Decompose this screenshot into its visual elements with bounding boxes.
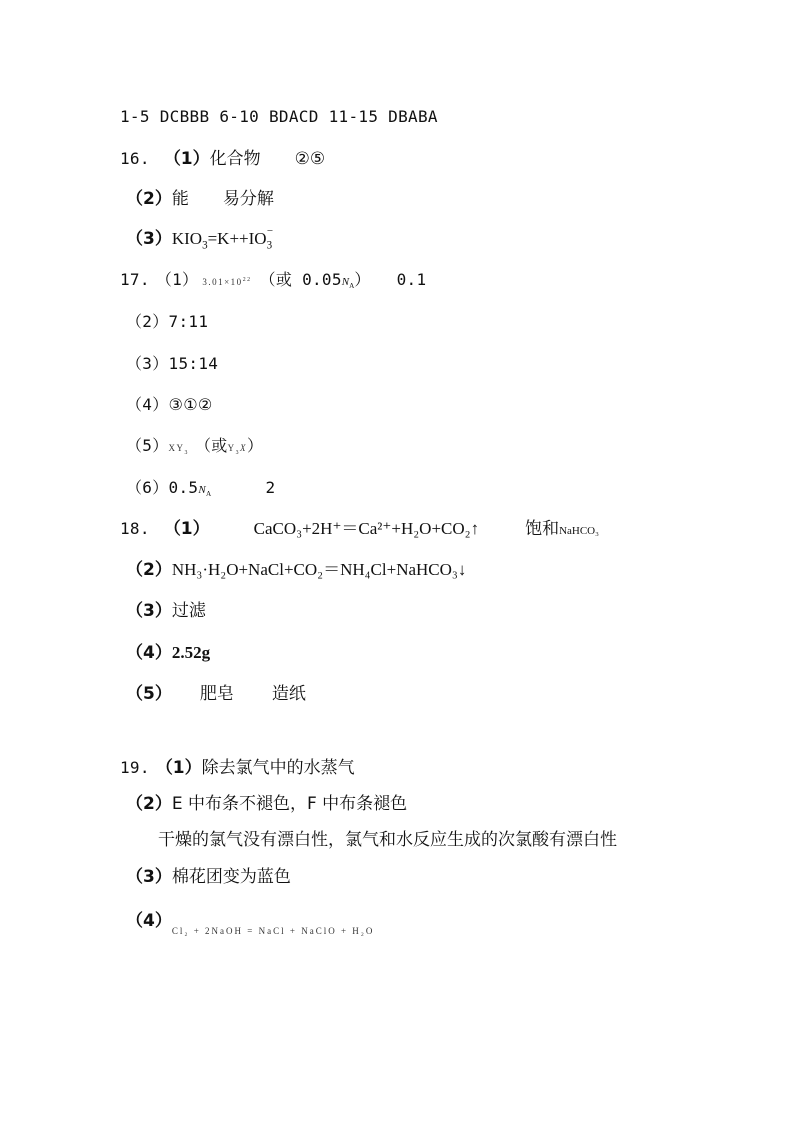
answer: $XY_3$ <box>168 443 189 456</box>
question-number: 18. <box>120 519 150 538</box>
part-label: （3） <box>126 229 172 249</box>
question-number: 17. <box>120 270 150 289</box>
answer: ②⑤ <box>294 149 326 169</box>
part-label: （2） <box>126 189 172 209</box>
equation: Cl₂ + 2NaOH = NaCl + NaClO + H₂O <box>171 926 375 936</box>
part-label: （4） <box>126 643 172 663</box>
part-label: （5） <box>126 436 169 455</box>
answer: 0.1 <box>396 270 427 289</box>
avogadro-constant: $N_A$ <box>341 276 355 291</box>
answer: ③①② <box>168 395 213 414</box>
part-label: （2） <box>126 560 172 580</box>
answer: 造纸 <box>271 684 306 704</box>
part-label: （2） <box>126 312 169 331</box>
q19-part2 <box>126 794 407 814</box>
answer: 2.52g <box>171 643 211 662</box>
equation: $KIO_3=K++IO_3$ − <box>171 225 274 252</box>
answer: 0.5 <box>168 478 199 497</box>
part-label: （4） <box>126 911 172 931</box>
q18-part1 <box>120 519 599 541</box>
q18-part3 <box>126 601 206 621</box>
answer: E 中布条不褪色，F 中布条褪色 <box>171 794 408 814</box>
answer: 饱和 <box>525 519 560 539</box>
q18-part5 <box>126 684 306 704</box>
answer-alt: （或 0.05 <box>259 270 342 289</box>
q19-part4 <box>126 911 375 936</box>
q19-part3 <box>126 867 291 887</box>
q17-part4 <box>126 395 212 415</box>
answer-formula: NaHCO₃ <box>559 525 599 537</box>
part-label: （3） <box>126 867 172 887</box>
answer: 易分解 <box>222 189 274 209</box>
part-label: （3） <box>126 354 169 373</box>
answer: 2 <box>265 478 276 497</box>
answer-alt: （或 <box>194 436 228 455</box>
answer: 15:14 <box>168 354 219 373</box>
answer: 过滤 <box>171 601 206 621</box>
part-label: （1） <box>163 519 210 539</box>
part-label: （3） <box>126 601 172 621</box>
q19-part2-explanation: 干燥的氯气没有漂白性，氯气和水反应生成的次氯酸有漂白性 <box>158 830 617 850</box>
q19-part1 <box>120 758 355 778</box>
q18-part2 <box>126 560 466 580</box>
part-label: （6） <box>126 478 169 497</box>
q16-part3 <box>126 225 274 252</box>
answer: 能 <box>171 189 189 209</box>
question-number: 16. <box>120 149 150 168</box>
equation: NH₃·H₂O+NaCl+CO₂＝NH₄Cl+NaHCO₃↓ <box>171 560 467 579</box>
part-label: （1） <box>163 149 210 169</box>
q16-part2 <box>126 189 274 209</box>
avogadro-constant: $N_A$ <box>198 484 212 499</box>
q17-part5: $(5)XY_3$ （或$Y_3X$） <box>126 436 264 456</box>
part-label: （5） <box>126 684 172 704</box>
q17-part1: 17. （1） $3.01\times 10^{22}$ （或 $0.05N_A$） 0.1 <box>120 270 427 291</box>
question-number: 19. <box>120 758 150 777</box>
part-label: （4） <box>126 395 169 414</box>
q17-part3 <box>126 354 218 374</box>
equation: CaCO₃+2H⁺＝Ca²⁺+H₂O+CO₂↑ <box>253 519 480 538</box>
answer: 7:11 <box>168 312 209 331</box>
part-label: （1） <box>155 758 202 778</box>
q17-part6 <box>126 478 275 500</box>
answer: 除去氯气中的水蒸气 <box>201 758 355 778</box>
answer: 棉花团变为蓝色 <box>171 867 291 887</box>
q18-part4 <box>126 643 210 663</box>
q16-part1 <box>120 149 325 169</box>
answer: 肥皂 <box>199 684 234 704</box>
answer: $3.01\times 10^{22}$ <box>202 277 252 287</box>
q17-part2 <box>126 312 208 332</box>
choice-answers: 1-5 DCBBB 6-10 BDACD 11-15 DBABA <box>120 107 438 126</box>
part-label: （1） <box>155 270 199 289</box>
part-label: （2） <box>126 794 172 814</box>
answer: 化合物 <box>209 149 261 169</box>
